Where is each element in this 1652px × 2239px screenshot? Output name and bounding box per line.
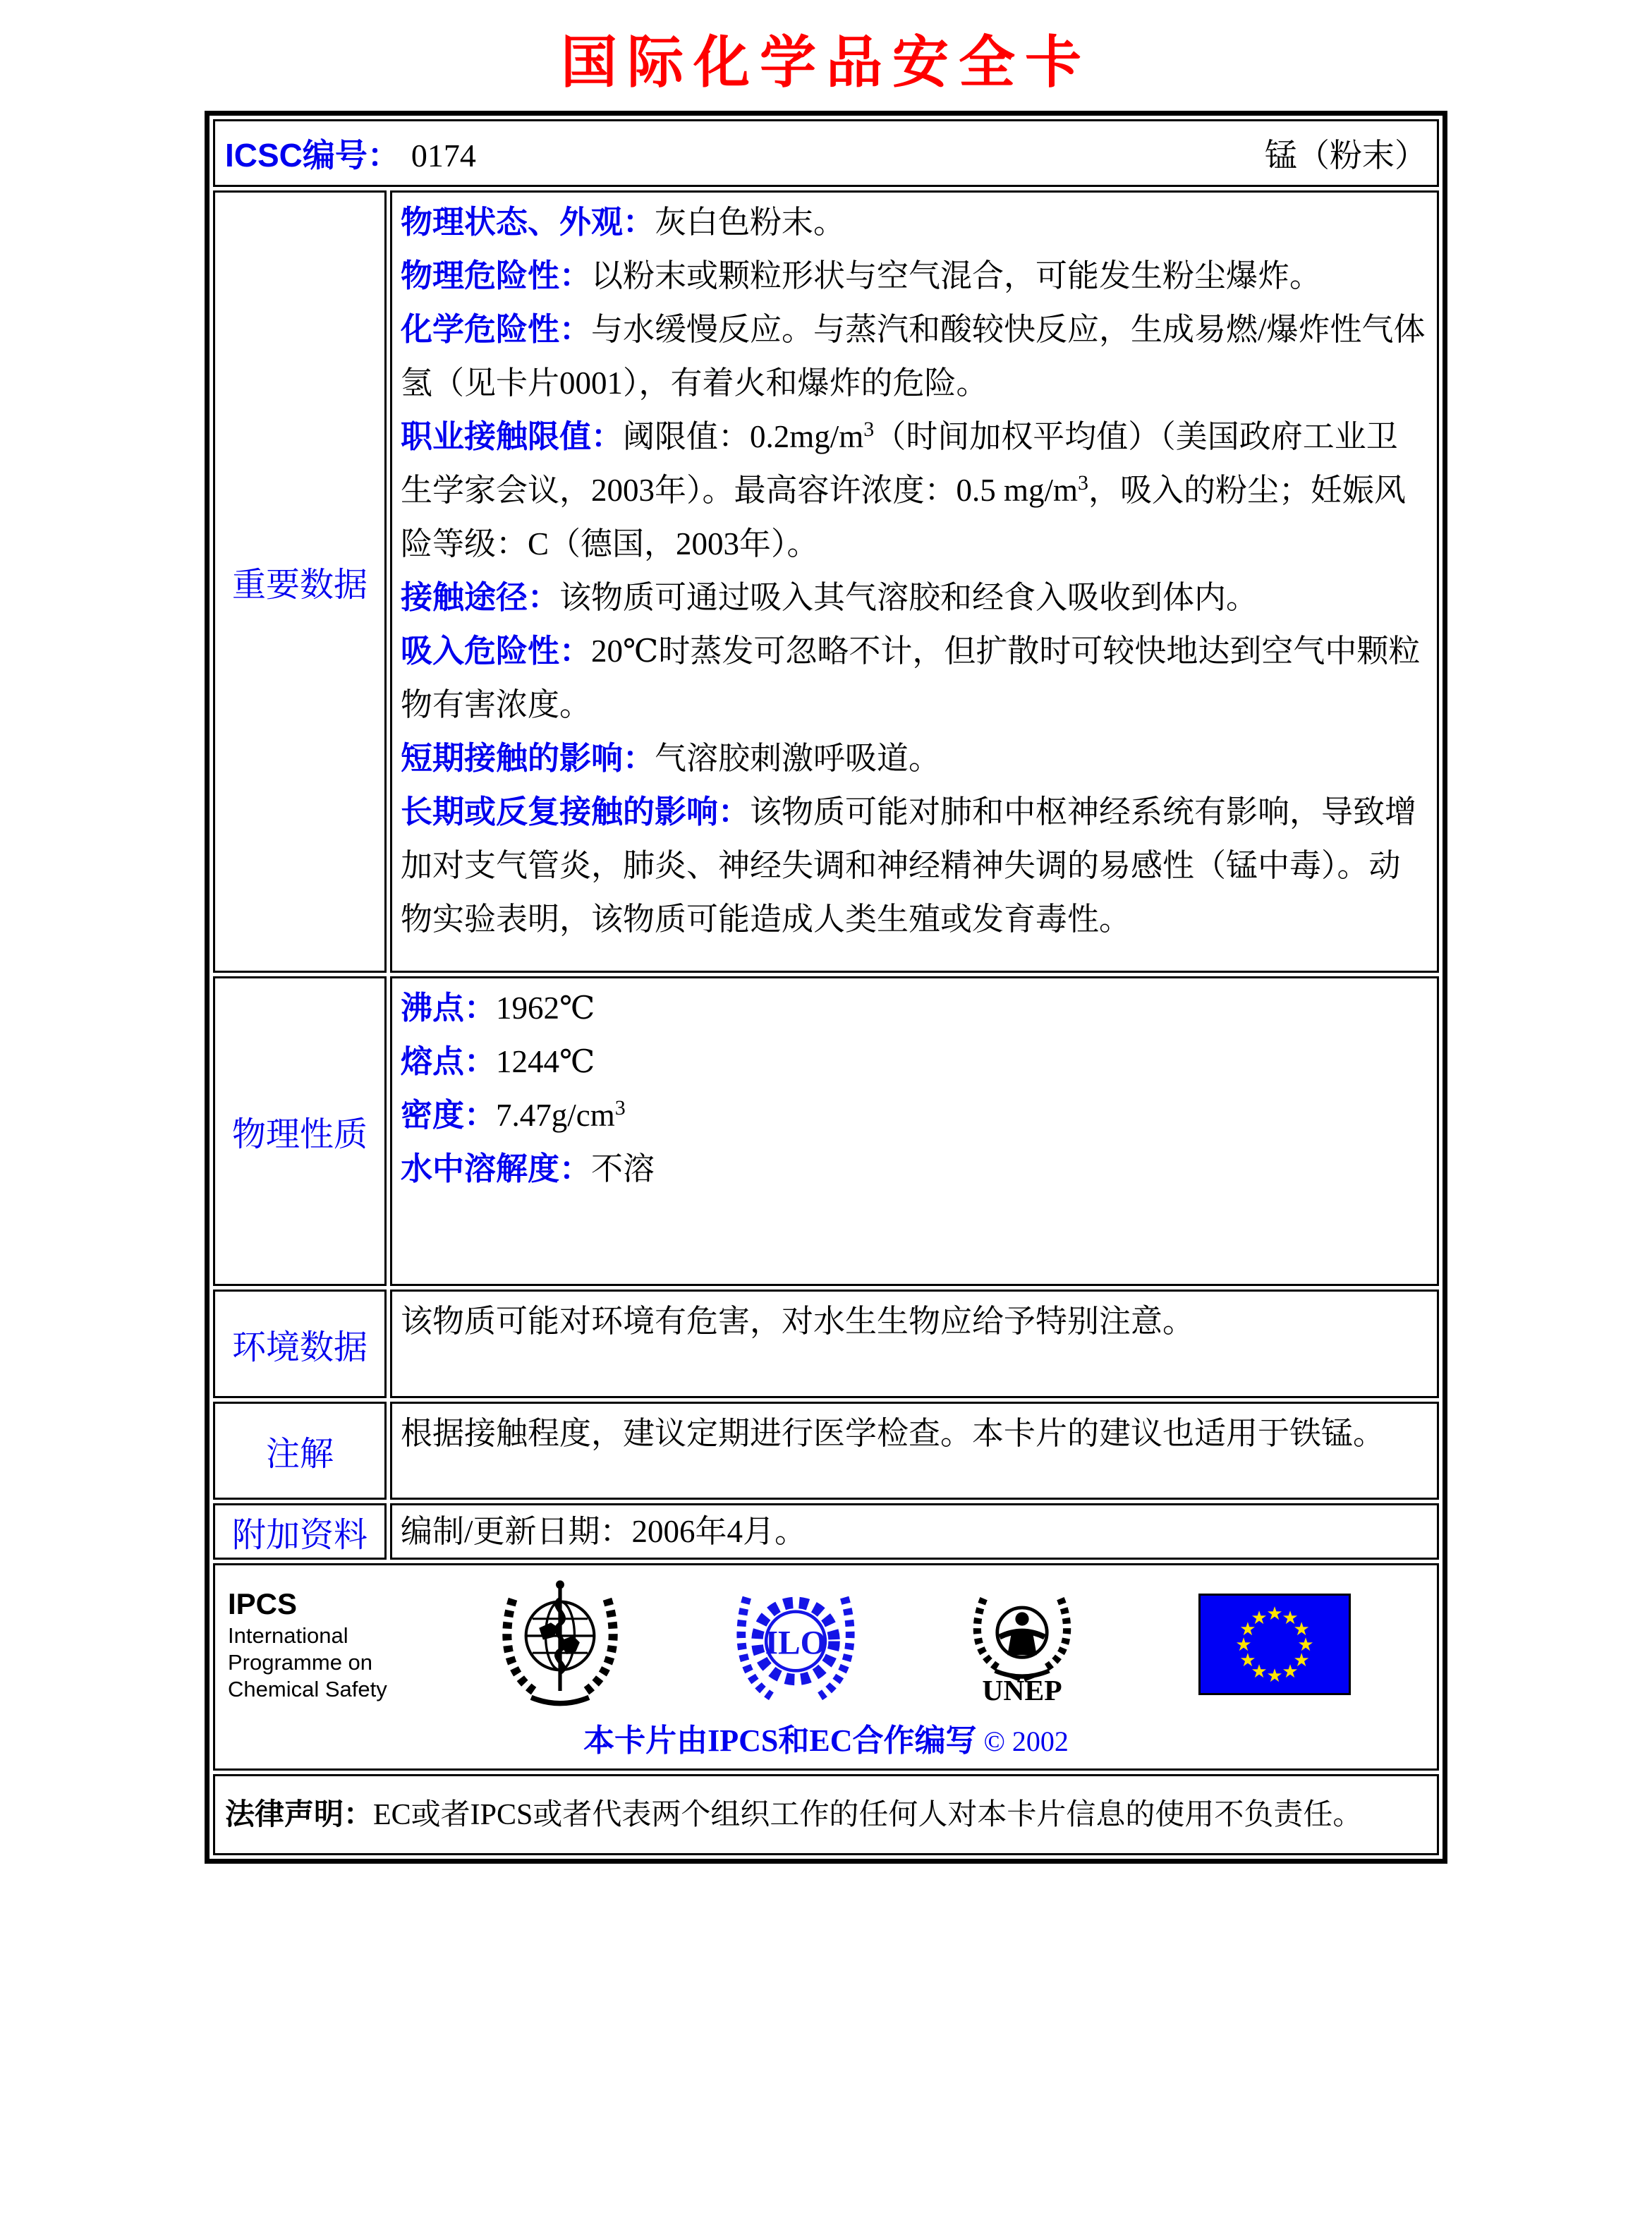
legal-cell xyxy=(213,1774,1439,1855)
eu-star: ★ xyxy=(1293,1650,1310,1670)
superscript: 3 xyxy=(614,1096,626,1120)
ilo-letters: ILO xyxy=(765,1625,827,1662)
paragraph xyxy=(401,732,1428,785)
eu-star: ★ xyxy=(1239,1619,1256,1639)
field-label-segment: 接触途径： xyxy=(401,579,560,615)
section-label-additional-information: 附加资料 xyxy=(213,1503,387,1560)
organization-logos xyxy=(228,1575,1424,1713)
card-header-row xyxy=(213,119,1439,187)
text-segment: 灰白色粉末。 xyxy=(655,205,846,240)
eu-star: ★ xyxy=(1282,1607,1299,1628)
paragraph xyxy=(401,981,1428,1035)
credit-line xyxy=(228,1715,1424,1760)
icsc-card-table xyxy=(205,111,1447,1864)
eu-star: ★ xyxy=(1235,1634,1252,1655)
field-label-segment: 短期接触的影响： xyxy=(401,740,655,776)
superscript: 3 xyxy=(1078,471,1089,494)
paragraph xyxy=(401,1088,1428,1142)
superscript: 3 xyxy=(863,418,875,441)
legal-row xyxy=(213,1774,1439,1855)
legal-notice-label: 法律声明： xyxy=(225,1797,374,1831)
card-legal-body xyxy=(213,1774,1439,1855)
field-label-segment: 密度： xyxy=(401,1097,497,1133)
card-header-body xyxy=(213,119,1439,187)
paragraph xyxy=(401,1142,1428,1196)
text-segment: 20℃时蒸发可忽略不计，但扩散时可较快地达到空气中颗粒物有害浓度。 xyxy=(401,633,1421,722)
section-row-notes xyxy=(213,1402,1439,1500)
paragraph xyxy=(401,785,1428,946)
text-segment: 与水缓慢反应。与蒸汽和酸较快反应，生成易燃/爆炸性气体氢（见卡片0001），有着火和爆炸的危险。 xyxy=(401,312,1426,401)
footer-logos-row xyxy=(213,1563,1439,1771)
credit-text: 本卡片由IPCS和EC合作编写 xyxy=(583,1723,977,1758)
section-row-additional-information xyxy=(213,1503,1439,1560)
field-label-segment: 熔点： xyxy=(401,1043,497,1079)
section-label-key-data: 重要数据 xyxy=(213,190,387,973)
unep-letters: UNEP xyxy=(982,1674,1062,1707)
text-segment: 该物质可能对肺和中枢神经系统有影响，导致增加对支气管炎，肺炎、神经失调和神经精神失调的易感性（锰中毒）。动物实验表明，该物质可能造成人类生殖或发育毒性。 xyxy=(401,794,1417,937)
eu-star: ★ xyxy=(1282,1661,1299,1682)
copyright-text: © 2002 xyxy=(983,1725,1069,1757)
section-row-environmental-data xyxy=(213,1290,1439,1398)
text-segment: 1244℃ xyxy=(496,1044,595,1079)
section-content-key-data xyxy=(390,190,1439,973)
field-label-segment: 物理危险性： xyxy=(401,257,592,293)
paragraph xyxy=(401,1035,1428,1088)
paragraph xyxy=(401,1510,1428,1553)
eu-star: ★ xyxy=(1251,1661,1268,1682)
field-label-segment: 职业接触限值： xyxy=(401,418,624,454)
text-segment: 阈限值：0.2mg/m xyxy=(623,419,864,454)
unep-logo xyxy=(966,1575,1079,1713)
paragraph xyxy=(401,1294,1428,1348)
icsc-number-value: 0174 xyxy=(411,138,476,174)
field-label-segment: 水中溶解度： xyxy=(401,1151,592,1187)
ipcs-acronym: IPCS xyxy=(228,1587,298,1620)
card-footer-body xyxy=(213,1563,1439,1771)
page-title: 国际化学品安全卡 xyxy=(561,31,1091,94)
text-segment: 1962℃ xyxy=(496,990,595,1026)
section-row-key-data xyxy=(213,190,1439,973)
legal-notice-text: EC或者IPCS或者代表两个组织工作的任何人对本卡片信息的使用不负责任。 xyxy=(373,1799,1363,1831)
icsc-number-group xyxy=(225,130,476,176)
paragraph xyxy=(401,410,1428,571)
footer-cell xyxy=(213,1563,1439,1771)
field-label-segment: 长期或反复接触的影响： xyxy=(401,794,751,830)
text-segment: ，吸入的粉尘；妊娠风险等级：C（德国，2003年）。 xyxy=(401,473,1407,562)
text-segment: 7.47g/cm xyxy=(496,1098,615,1133)
paragraph xyxy=(401,624,1428,732)
section-content-physical-properties xyxy=(390,976,1439,1286)
paragraph xyxy=(401,1407,1428,1460)
card-sections-body xyxy=(213,190,1439,1560)
section-content-environmental-data xyxy=(390,1290,1439,1398)
section-content-notes xyxy=(390,1402,1439,1500)
ipcs-text-block xyxy=(228,1586,439,1703)
eu-star: ★ xyxy=(1251,1607,1268,1628)
eu-star: ★ xyxy=(1266,1665,1283,1686)
ipcs-name-line: International xyxy=(228,1623,348,1648)
eu-star: ★ xyxy=(1293,1619,1310,1639)
text-segment: 该物质可能对环境有危害，对水生生物应给予特别注意。 xyxy=(401,1304,1195,1339)
section-label-notes: 注解 xyxy=(213,1402,387,1500)
section-label-environmental-data: 环境数据 xyxy=(213,1290,387,1398)
section-content-additional-information xyxy=(390,1503,1439,1560)
text-segment: 以粉末或颗粒形状与空气混合，可能发生粉尘爆炸。 xyxy=(591,258,1322,293)
text-segment: （时间加权平均值）（美国政府工业卫生学家会议，2003年）。最高容许浓度：0.5 mg/m xyxy=(401,419,1398,508)
text-segment: 不溶 xyxy=(591,1151,655,1187)
paragraph xyxy=(401,303,1428,410)
eu-star: ★ xyxy=(1239,1650,1256,1670)
field-label-segment: 化学危险性： xyxy=(401,311,592,347)
icsc-number-label: ICSC编号： xyxy=(225,137,400,174)
who-logo xyxy=(494,1575,626,1713)
paragraph xyxy=(401,571,1428,624)
card-header-cell xyxy=(213,119,1439,187)
section-row-physical-properties xyxy=(213,976,1439,1286)
card-header-line xyxy=(225,130,1427,176)
text-segment: 编制/更新日期：2006年4月。 xyxy=(401,1514,807,1549)
ipcs-name-line: Programme on xyxy=(228,1650,373,1675)
eu-star: ★ xyxy=(1297,1634,1314,1655)
paragraph xyxy=(401,249,1428,303)
field-label-segment: 吸入危险性： xyxy=(401,633,592,669)
section-label-physical-properties: 物理性质 xyxy=(213,976,387,1286)
eu-star: ★ xyxy=(1266,1603,1283,1624)
ilo-logo xyxy=(731,1577,860,1712)
text-segment: 根据接触程度，建议定期进行医学检查。本卡片的建议也适用于铁锰。 xyxy=(401,1416,1385,1451)
field-label-segment: 沸点： xyxy=(401,990,497,1026)
ipcs-name-line: Chemical Safety xyxy=(228,1677,387,1701)
text-segment: 气溶胶刺激呼吸道。 xyxy=(655,741,941,776)
substance-name: 锰（粉末） xyxy=(1265,138,1427,174)
paragraph xyxy=(401,195,1428,249)
eu-flag xyxy=(1198,1594,1351,1695)
field-label-segment: 物理状态、外观： xyxy=(401,204,655,240)
text-segment: 该物质可通过吸入其气溶胶和经食入吸收到体内。 xyxy=(559,580,1258,615)
